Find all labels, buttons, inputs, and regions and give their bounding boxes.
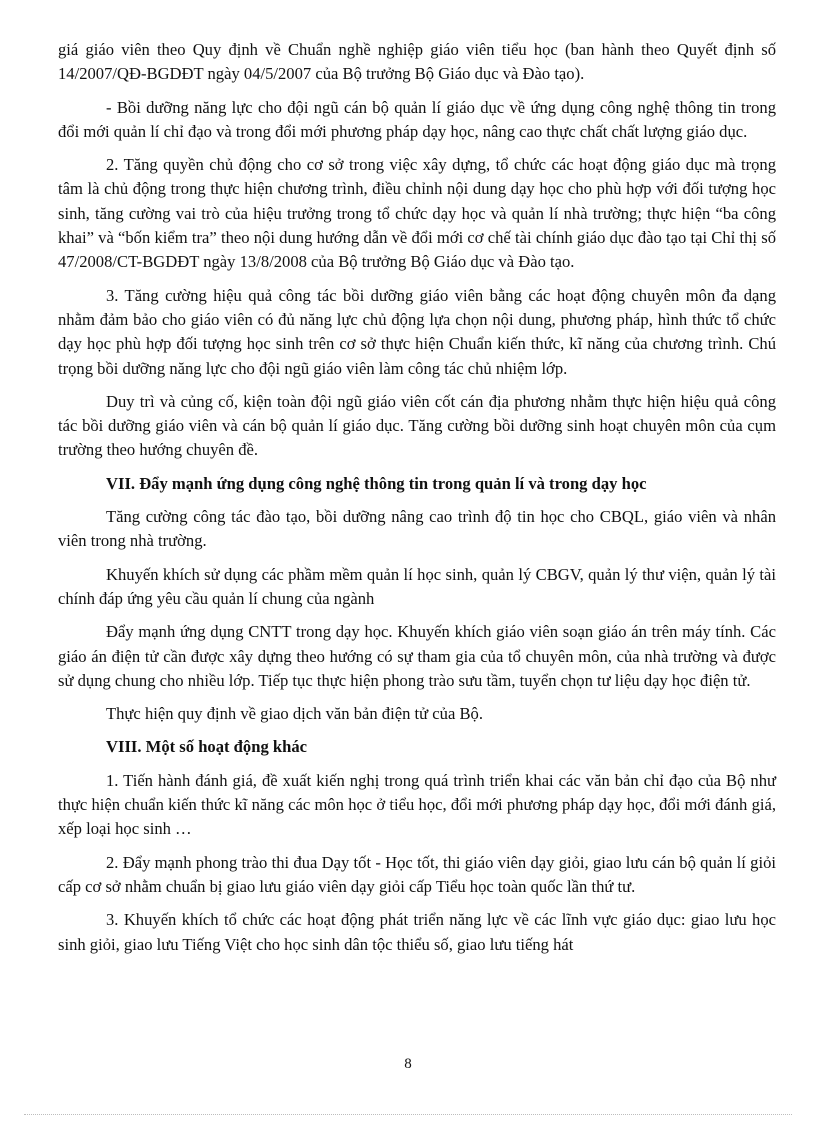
paragraph-item-3: 3. Tăng cường hiệu quả công tác bồi dưỡng giáo viên bằng các hoạt động chuyên môn đa dạng nhằm đảm bảo cho giáo viên có đủ năng lực chủ động lựa chọn nội dung, phương pháp, hình thức tổ chức dạy học phù hợp đối tượng học sinh trên cơ sở thực hiện Chuẩn kiến thức, kĩ năng của chương trình. Chú trọng bồi dưỡng năng lực cho đội ngũ giáo viên làm công tác chủ nhiệm lớp. xyxy=(58,285,776,378)
paragraph-continuation: giá giáo viên theo Quy định về Chuẩn nghề nghiệp giáo viên tiểu học (ban hành theo Quyết định số 14/2007/QĐ-BGDĐT ngày 04/5/2007 của Bộ trưởng Bộ Giáo dục và Đào tạo). xyxy=(58,40,776,84)
paragraph-ict-teaching: Đẩy mạnh ứng dụng CNTT trong dạy học. Khuyến khích giáo viên soạn giáo án trên máy tính. Các giáo án điện tử cần được xây dựng theo hướng có sự tham gia của tổ chuyên môn, của nhà trường và được sử dụng chung cho nhiều lớp. Tiếp tục thực hiện phong trào sưu tầm, tuyển chọn tư liệu dạy học điện tử. xyxy=(58,622,776,690)
page-number: 8 xyxy=(404,1056,412,1072)
paragraph-it-training: Tăng cường công tác đào tạo, bồi dưỡng nâng cao trình độ tin học cho CBQL, giáo viên và nhân viên trong nhà trường. xyxy=(58,507,776,551)
paragraph-e-documents: Thực hiện quy định về giao dịch văn bản điện tử của Bộ. xyxy=(106,704,483,724)
section-heading-vii: VII. Đẩy mạnh ứng dụng công nghệ thông tin trong quản lí và trong dạy học xyxy=(106,473,647,493)
paragraph-software: Khuyến khích sử dụng các phầm mềm quản lí học sinh, quản lý CBGV, quản lý thư viện, quản lý tài chính đáp ứng yêu cầu quản lí chung của ngành xyxy=(58,564,776,608)
paragraph-viii-item-3: 3. Khuyến khích tổ chức các hoạt động phát triển năng lực về các lĩnh vực giáo dục: giao lưu học sinh giỏi, giao lưu Tiếng Việt cho học sinh dân tộc thiểu số, giao lưu tiếng hát xyxy=(58,910,776,954)
paragraph-maintain: Duy trì và củng cố, kiện toàn đội ngũ giáo viên cốt cán địa phương nhằm thực hiện hiệu quả công tác bồi dưỡng giáo viên và cán bộ quản lí giáo dục. Tăng cường bồi dưỡng sinh hoạt chuyên môn của cụm trường theo hướng chuyên đề. xyxy=(58,391,776,460)
document-body xyxy=(58,38,776,966)
paragraph-item-2: 2. Tăng quyền chủ động cho cơ sở trong việc xây dựng, tổ chức các hoạt động giáo dục mà trọng tâm là chủ động trong thực hiện chương trình, điều chỉnh nội dung dạy học cho phù hợp với đối tượng học sinh, tăng cường vai trò của hiệu trưởng trong tổ chức dạy học và quản lí nhà trường; thực hiện “ba công khai” và “bốn kiểm tra” theo nội dung hướng dẫn về đổi mới cơ chế tài chính giáo dục đào tạo tại Chỉ thị số 47/2008/CT-BGDĐT ngày 13/8/2008 của Bộ trưởng Bộ Giáo dục và Đào tạo. xyxy=(58,155,776,272)
section-heading-viii: VIII. Một số hoạt động khác xyxy=(106,737,308,757)
paragraph-viii-item-2: 2. Đẩy mạnh phong trào thi đua Dạy tốt - Học tốt, thi giáo viên dạy giỏi, giao lưu cán bộ quản lí giỏi cấp cơ sở nhằm chuẩn bị giao lưu giáo viên dạy giỏi cấp Tiểu học toàn quốc lần thứ tư. xyxy=(58,852,776,896)
paragraph-viii-item-1: 1. Tiến hành đánh giá, đề xuất kiến nghị trong quá trình triển khai các văn bản chỉ đạo của Bộ như thực hiện chuẩn kiến thức kĩ năng các môn học ở tiểu học, đổi mới phương pháp dạy học, đổi mới đánh giá, xếp loại học sinh … xyxy=(58,770,776,839)
page-bottom-divider xyxy=(24,1114,792,1115)
paragraph-bullet-training: - Bồi dưỡng năng lực cho đội ngũ cán bộ quản lí giáo dục về ứng dụng công nghệ thông tin trong đổi mới quản lí chỉ đạo và trong đổi mới phương pháp dạy học, nâng cao thực chất chất lượng giáo dục. xyxy=(58,97,776,141)
